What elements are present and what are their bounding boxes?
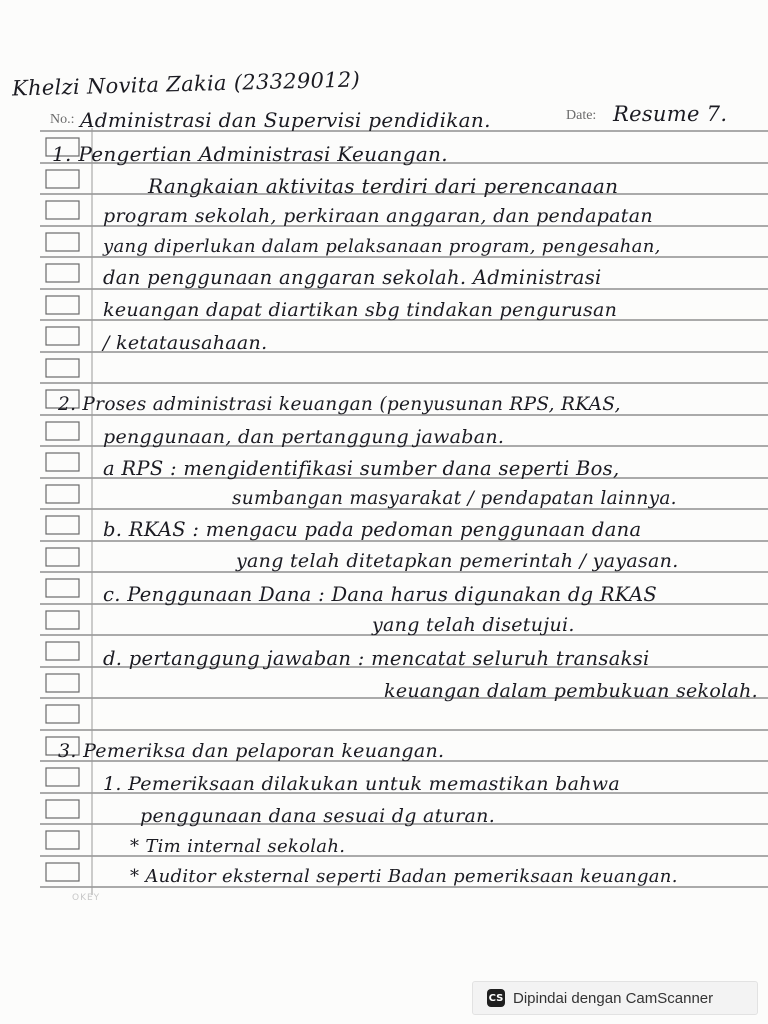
margin-box [46,800,79,818]
subject-title: Administrasi dan Supervisi pendidikan. [80,108,491,132]
margin-box [46,422,79,440]
margin-box [46,296,79,314]
note-line: c. Penggunaan Dana : Dana harus digunakan dg RKAS [103,583,657,606]
margin-box [46,453,79,471]
cs-logo-icon: CS [487,989,505,1007]
note-line: d. pertanggung jawaban : mencatat seluruh transaksi [103,647,650,670]
note-line: a RPS : mengidentifikasi sumber dana seperti Bos, [103,457,620,480]
author-name: Khelzi Novita Zakia (23329012) [11,67,361,101]
note-line: penggunaan, dan pertanggung jawaban. [103,426,505,448]
note-line: yang telah disetujui. [372,614,575,636]
note-line: yang diperlukan dalam pelaksanaan program, pengesahan, [103,236,661,257]
note-line: yang telah ditetapkan pemerintah / yayasan. [236,550,679,572]
margin-box [46,831,79,849]
margin-box [46,863,79,881]
note-line: 1. Pemeriksaan dilakukan untuk memastikan bahwa [103,773,620,795]
note-line: penggunaan dana sesuai dg aturan. [140,805,496,827]
note-line: / ketatausahaan. [103,332,268,354]
note-line: dan penggunaan anggaran sekolah. Administrasi [103,266,602,289]
margin-box [46,233,79,251]
note-line: 2. Proses administrasi keuangan (penyusunan RPS, RKAS, [58,394,621,415]
margin-box [46,768,79,786]
margin-box [46,516,79,534]
date-label: Date: [566,108,597,123]
margin-box [46,705,79,723]
note-line: Rangkaian aktivitas terdiri dari perencanaan [148,174,619,198]
margin-box [46,548,79,566]
no-label: No.: [50,112,75,127]
margin-box [46,359,79,377]
margin-box [46,642,79,660]
camscanner-badge [472,981,758,1015]
note-line: 1. Pengertian Administrasi Keuangan. [52,142,448,166]
margin-box [46,327,79,345]
note-line: program sekolah, perkiraan anggaran, dan pendapatan [103,205,653,227]
note-line: 3. Pemeriksa dan pelaporan keuangan. [58,740,445,762]
camscanner-badge-text: Dipindai dengan CamScanner [513,989,714,1007]
date-value: Resume 7. [613,102,728,126]
notebook-brand: OKEY [72,893,101,903]
note-line: * Tim internal sekolah. [130,836,346,857]
note-line: * Auditor eksternal seperti Badan pemeriksaan keuangan. [130,866,678,887]
margin-box [46,485,79,503]
note-line: keuangan dapat diartikan sbg tindakan pengurusan [103,299,618,321]
margin-box [46,170,79,188]
margin-box [46,674,79,692]
note-line: b. RKAS : mengacu pada pedoman penggunaan dana [103,518,642,541]
margin-box [46,611,79,629]
margin-box [46,264,79,282]
margin-box [46,579,79,597]
margin-box [46,201,79,219]
note-line: keuangan dalam pembukuan sekolah. [384,680,758,702]
note-line: sumbangan masyarakat / pendapatan lainnya. [232,488,677,509]
